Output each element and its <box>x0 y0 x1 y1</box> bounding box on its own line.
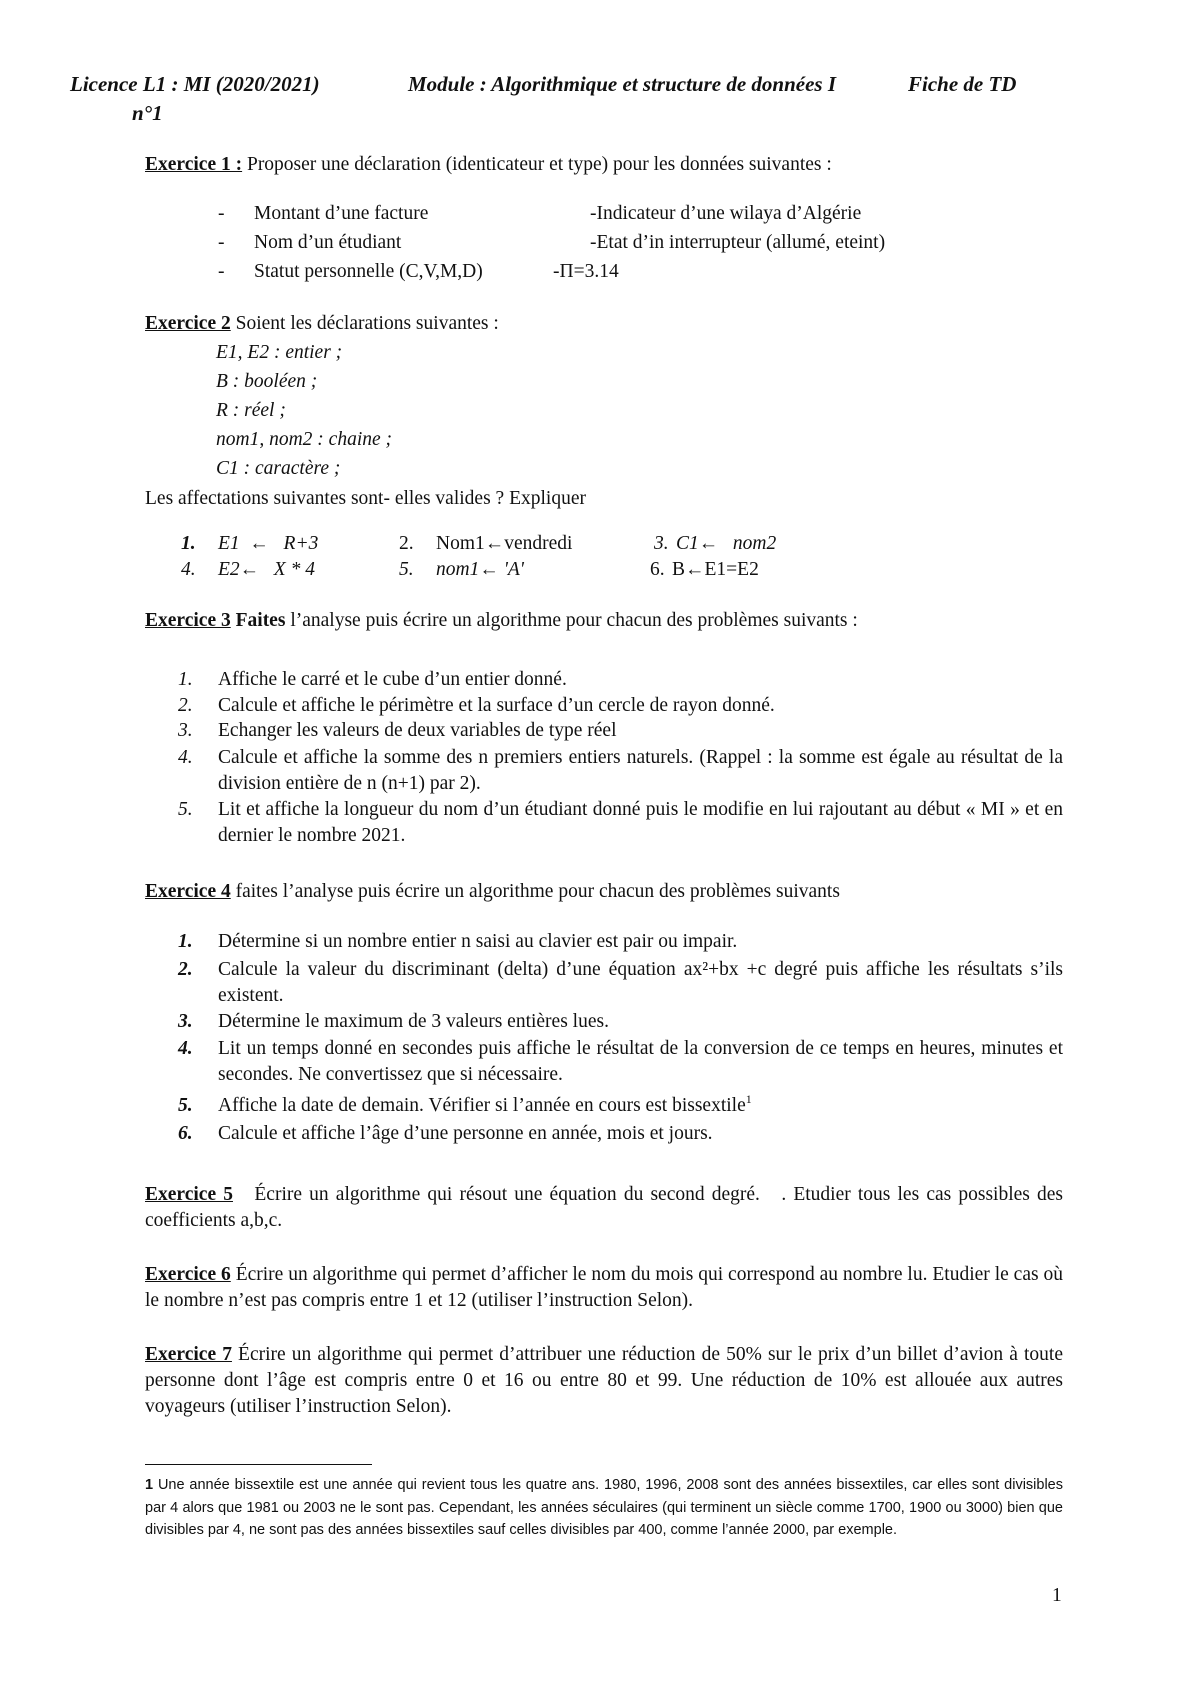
footnote-text: Une année bissextile est une année qui revient tous les quatre ans. 1980, 1996, 2008 sont des années bissextiles, car elles sont divisibles par 4 alors que 1981 ou 2003 ne le sont pas. Cependant, les années séculaires (qui terminent un siècle comme 1700, 1900 ou 3000) bien que divisibles par 4, ne sont pas des années bissextiles sauf celles divisibles par 400, comme l’année 2000, par exemple. <box>145 1477 1063 1538</box>
ex1-right-item: -Etat d’in interrupteur (allumé, eteint) <box>590 232 886 253</box>
ex4-item <box>178 1121 1063 1147</box>
ex3-item <box>178 693 1063 719</box>
ex3-heading <box>145 608 858 634</box>
ex1-left-item: Statut personnelle (C,V,M,D) <box>254 261 483 282</box>
ex4-item-text-main: Affiche la date de demain. Vérifier si l’année en cours est bissextile <box>218 1095 746 1116</box>
footnote <box>145 1474 1063 1542</box>
ex4-item <box>178 1036 1063 1088</box>
ex4-item-text: Calcule et affiche l’âge d’une personne en année, mois et jours. <box>218 1123 713 1144</box>
ex4-item-number: 2. <box>178 959 193 980</box>
ex4-item-text: Détermine le maximum de 3 valeurs entières lues. <box>218 1011 609 1032</box>
ex2-title: Exercice 2 <box>145 313 231 334</box>
ex1-text: Proposer une déclaration (identicateur et type) pour les données suivantes : <box>242 154 832 175</box>
affectation-number: 2. <box>399 533 414 554</box>
ex1-right-item: -Indicateur d’une wilaya d’Algérie <box>590 203 862 224</box>
ex3-item-text: Lit et affiche la longueur du nom d’un étudiant donné puis le modifie en lui rajoutant au début « MI » et en dernier le nombre 2021. <box>218 799 1063 846</box>
ex3-item-text: Affiche le carré et le cube d’un entier donné. <box>218 669 567 690</box>
ex1-dash: - <box>218 203 225 224</box>
ex3-item-number: 5. <box>178 799 193 820</box>
ex1-left-item: Montant d’une facture <box>254 203 429 224</box>
ex3-item <box>178 667 1063 693</box>
ex2-declaration: nom1, nom2 : chaine ; <box>216 429 393 450</box>
ex3-item-text: Echanger les valeurs de deux variables de type réel <box>218 720 617 741</box>
footnote-mark: 1 <box>145 1477 154 1493</box>
ex1-left-item: Nom d’un étudiant <box>254 232 402 253</box>
ex2-declaration: E1, E2 : entier ; <box>216 342 343 363</box>
ex2-declaration: R : réel ; <box>216 400 286 421</box>
ex3-item-text: Calcule et affiche le périmètre et la surface d’un cercle de rayon donné. <box>218 695 775 716</box>
ex4-item-number: 4. <box>178 1038 193 1059</box>
ex7-paragraph <box>145 1342 1063 1420</box>
ex4-text: faites l’analyse puis écrire un algorithme pour chacun des problèmes suivants <box>230 881 840 902</box>
affectation-text: nom1← 'A' <box>436 559 524 580</box>
ex1-heading <box>145 152 832 178</box>
ex1-dash: - <box>218 261 225 282</box>
ex4-item-number: 5. <box>178 1095 193 1116</box>
ex2-question: Les affectations suivantes sont- elles valides ? Expliquer <box>145 488 586 509</box>
ex1-right-item: -Π=3.14 <box>553 261 619 282</box>
affectation-text: Nom1←vendredi <box>436 533 573 554</box>
ex2-declaration: B : booléen ; <box>216 371 318 392</box>
ex3-item-number: 2. <box>178 695 193 716</box>
ex3-text: l’analyse puis écrire un algorithme pour chacun des problèmes suivants : <box>285 610 858 631</box>
ex4-item <box>178 1093 1063 1119</box>
ex5-text: Écrire un algorithme qui résout une équation du second degré. . Etudier tous les cas possibles des coefficients a,b,c. <box>145 1184 1068 1231</box>
affectation-text: C1← nom2 <box>676 533 777 554</box>
ex3-item-number: 3. <box>178 720 193 741</box>
ex6-text: Écrire un algorithme qui permet d’afficher le nom du mois qui correspond au nombre lu. Etudier le cas où le nombre n’est pas compris entre 1 et 12 (utiliser l’instruction Selon). <box>145 1264 1063 1311</box>
ex3-item-number: 1. <box>178 669 193 690</box>
ex3-item <box>178 797 1063 849</box>
ex4-title: Exercice 4 <box>145 881 231 902</box>
header-fiche: Fiche de TD <box>908 72 1017 96</box>
ex3-bold: Faites <box>230 610 286 631</box>
ex6-paragraph <box>145 1262 1063 1314</box>
page-number: 1 <box>1052 1585 1062 1606</box>
ex4-item <box>178 1009 1063 1035</box>
ex4-item-text <box>218 1093 1063 1119</box>
ex3-item-number: 4. <box>178 747 193 768</box>
affectation-text: E1 ← R+3 <box>218 533 319 554</box>
header-number: n°1 <box>132 101 163 125</box>
ex3-item <box>178 745 1063 797</box>
header-licence: Licence L1 : MI (2020/2021) <box>70 72 320 96</box>
ex4-item <box>178 929 1063 955</box>
ex6-title: Exercice 6 <box>145 1264 231 1285</box>
header-module: Module : Algorithmique et structure de données I <box>408 72 837 96</box>
ex2-declaration: C1 : caractère ; <box>216 458 341 479</box>
ex5-paragraph <box>145 1182 1068 1234</box>
ex1-dash: - <box>218 232 225 253</box>
affectation-text: E2← X * 4 <box>218 559 315 580</box>
ex4-item <box>178 957 1063 1009</box>
ex4-item-text: Détermine si un nombre entier n saisi au clavier est pair ou impair. <box>218 931 738 952</box>
ex2-heading <box>145 311 499 337</box>
affectation-text: B←E1=E2 <box>672 559 759 580</box>
ex3-item-text: Calcule et affiche la somme des n premiers entiers naturels. (Rappel : la somme est égale au résultat de la division entière de n (n+1) par 2). <box>218 747 1063 794</box>
ex4-heading <box>145 879 840 905</box>
ex4-item-number: 3. <box>178 1011 193 1032</box>
ex5-title: Exercice 5 <box>145 1184 233 1205</box>
ex4-item-number: 6. <box>178 1123 193 1144</box>
ex7-title: Exercice 7 <box>145 1344 232 1365</box>
ex4-item-text: Lit un temps donné en secondes puis affiche le résultat de la conversion de ce temps en heures, minutes et secondes. Ne convertissez que si nécessaire. <box>218 1038 1063 1085</box>
ex7-text: Écrire un algorithme qui permet d’attribuer une réduction de 50% sur le prix d’un billet d’avion à toute personne dont l’âge est compris entre 0 et 16 ou entre 80 et 99. Une réduction de 10% est allouée aux autres voyageurs (utiliser l’instruction Selon). <box>145 1344 1063 1417</box>
affectation-number: 6. <box>650 559 665 580</box>
ex1-title: Exercice 1 : <box>145 154 243 175</box>
affectation-number: 1. <box>181 533 196 554</box>
ex3-title: Exercice 3 <box>145 610 231 631</box>
ex2-text: Soient les déclarations suivantes : <box>230 313 499 334</box>
ex4-item-text: Calcule la valeur du discriminant (delta) d’une équation ax²+bx +c degré puis affiche les résultats s’ils existent. <box>218 959 1063 1006</box>
affectation-number: 5. <box>399 559 414 580</box>
ex3-item <box>178 718 1063 744</box>
footnote-separator <box>145 1464 372 1465</box>
footnote-reference: 1 <box>745 1092 752 1106</box>
ex4-item-number: 1. <box>178 931 193 952</box>
affectation-number: 4. <box>181 559 196 580</box>
affectation-number: 3. <box>654 533 669 554</box>
